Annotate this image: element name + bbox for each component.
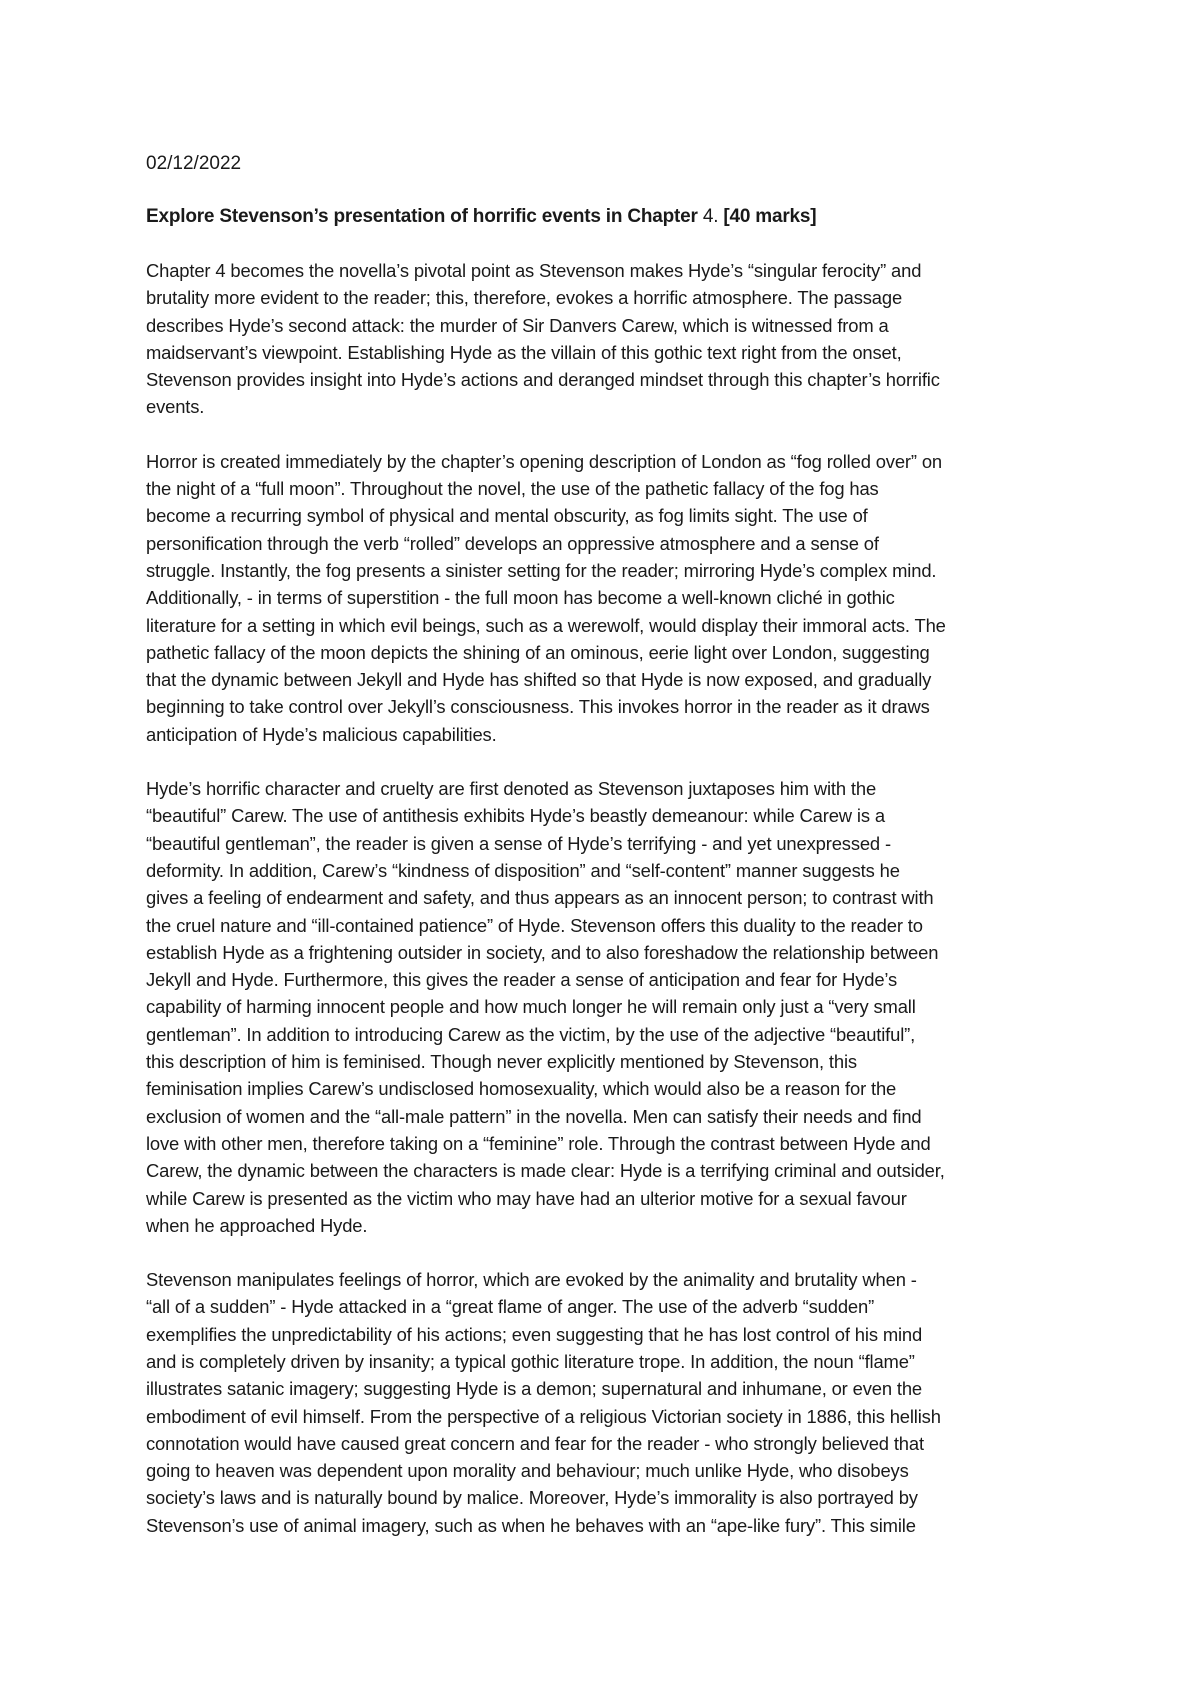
paragraph-line: capability of harming innocent people and how much longer he will remain only just a “very small	[146, 996, 916, 1018]
title-chapter-number: 4.	[697, 206, 724, 227]
paragraph-line: Stevenson’s use of animal imagery, such as when he behaves with an “ape-like fury”. This simile	[146, 1514, 916, 1536]
paragraph-line: anticipation of Hyde’s malicious capabilities.	[146, 723, 497, 745]
paragraph-line: “beautiful gentleman”, the reader is given a sense of Hyde’s terrifying - and yet unexpressed -	[146, 832, 891, 854]
paragraph-line: brutality more evident to the reader; this, therefore, evokes a horrific atmosphere. The passage	[146, 287, 903, 309]
title-bold-text: Explore Stevenson’s presentation of horrific events in Chapter	[146, 206, 698, 227]
paragraph-line: describes Hyde’s second attack: the murder of Sir Danvers Carew, which is witnessed from a	[146, 314, 889, 336]
paragraph-line: gentleman”. In addition to introducing Carew as the victim, by the use of the adjective “beautiful”,	[146, 1023, 916, 1045]
paragraph-line: Hyde’s horrific character and cruelty are first denoted as Stevenson juxtaposes him with the	[146, 778, 877, 800]
paragraph-line: Horror is created immediately by the chapter’s opening description of London as “fog rolled over” on	[146, 450, 942, 472]
paragraph-line: the cruel nature and “ill-contained patience” of Hyde. Stevenson offers this duality to the reader to	[146, 914, 923, 936]
paragraph-line: gives a feeling of endearment and safety, and thus appears as an innocent person; to contrast with	[146, 887, 934, 909]
paragraph-line: society’s laws and is naturally bound by malice. Moreover, Hyde’s immorality is also portrayed by	[146, 1487, 918, 1509]
paragraph-line: establish Hyde as a frightening outsider in society, and to also foreshadow the relationship between	[146, 941, 939, 963]
paragraph-line: Stevenson provides insight into Hyde’s actions and deranged mindset through this chapter’s horrific	[146, 369, 940, 391]
paragraph-line: “all of a sudden” - Hyde attacked in a “great flame of anger. The use of the adverb “sudden”	[146, 1296, 875, 1318]
paragraph-line: exclusion of women and the “all-male pattern” in the novella. Men can satisfy their needs and find	[146, 1105, 922, 1127]
paragraph-line: maidservant’s viewpoint. Establishing Hyde as the villain of this gothic text right from the onset,	[146, 341, 902, 363]
paragraph-line: Carew, the dynamic between the characters is made clear: Hyde is a terrifying criminal and outsider,	[146, 1160, 945, 1182]
paragraph-line: events.	[146, 396, 205, 418]
paragraph-line: illustrates satanic imagery; suggesting Hyde is a demon; supernatural and inhumane, or even the	[146, 1378, 922, 1400]
paragraph-line: deformity. In addition, Carew’s “kindness of disposition” and “self-content” manner suggests he	[146, 859, 900, 881]
paragraph-line: pathetic fallacy of the moon depicts the shining of an ominous, eerie light over London, suggesting	[146, 641, 930, 663]
paragraph-line: become a recurring symbol of physical and mental obscurity, as fog limits sight. The use of	[146, 505, 868, 527]
paragraph-line: Additionally, - in terms of superstition - the full moon has become a well-known cliché in gothic	[146, 587, 895, 609]
essay-paragraph	[146, 1266, 1066, 1539]
essay-paragraphs	[146, 257, 1066, 1539]
essay-question-title	[146, 203, 1066, 230]
paragraph-line: the night of a “full moon”. Throughout the novel, the use of the pathetic fallacy of the fog has	[146, 478, 879, 500]
document-body	[146, 150, 1066, 1566]
paragraph-line: exemplifies the unpredictability of his actions; even suggesting that he has lost control of his mind	[146, 1323, 923, 1345]
paragraph-line: this description of him is feminised. Though never explicitly mentioned by Stevenson, this	[146, 1051, 857, 1073]
essay-paragraph	[146, 448, 1066, 748]
paragraph-line: struggle. Instantly, the fog presents a sinister setting for the reader; mirroring Hyde’s complex mind.	[146, 559, 937, 581]
essay-paragraph	[146, 775, 1066, 1239]
title-marks: [40 marks]	[723, 206, 817, 227]
paragraph-line: that the dynamic between Jekyll and Hyde has shifted so that Hyde is now exposed, and gradually	[146, 669, 932, 691]
paragraph-line: feminisation implies Carew’s undisclosed homosexuality, which would also be a reason for the	[146, 1078, 897, 1100]
paragraph-line: love with other men, therefore taking on a “feminine” role. Through the contrast between Hyde and	[146, 1132, 931, 1154]
paragraph-line: embodiment of evil himself. From the perspective of a religious Victorian society in 1886, this hellish	[146, 1405, 941, 1427]
paragraph-line: while Carew is presented as the victim who may have had an ulterior motive for a sexual favour	[146, 1187, 907, 1209]
paragraph-line: Stevenson manipulates feelings of horror, which are evoked by the animality and brutality when -	[146, 1269, 917, 1291]
document-date: 02/12/2022	[146, 153, 242, 174]
paragraph-line: and is completely driven by insanity; a typical gothic literature trope. In addition, the noun “flame”	[146, 1350, 915, 1372]
paragraph-line: literature for a setting in which evil beings, such as a werewolf, would display their immoral acts. The	[146, 614, 946, 636]
paragraph-line: going to heaven was dependent upon morality and behaviour; much unlike Hyde, who disobeys	[146, 1460, 909, 1482]
paragraph-line: Jekyll and Hyde. Furthermore, this gives the reader a sense of anticipation and fear for Hyde’s	[146, 969, 898, 991]
paragraph-line: connotation would have caused great concern and fear for the reader - who strongly believed that	[146, 1432, 924, 1454]
paragraph-line: Chapter 4 becomes the novella’s pivotal point as Stevenson makes Hyde’s “singular ferocity” and	[146, 260, 922, 281]
paragraph-line: personification through the verb “rolled” develops an oppressive atmosphere and a sense of	[146, 532, 879, 554]
paragraph-line: beginning to take control over Jekyll’s consciousness. This invokes horror in the reader as it draws	[146, 696, 930, 718]
paragraph-line: when he approached Hyde.	[146, 1214, 368, 1236]
essay-paragraph	[146, 257, 1066, 421]
paragraph-line: “beautiful” Carew. The use of antithesis exhibits Hyde’s beastly demeanour: while Carew is a	[146, 805, 885, 827]
